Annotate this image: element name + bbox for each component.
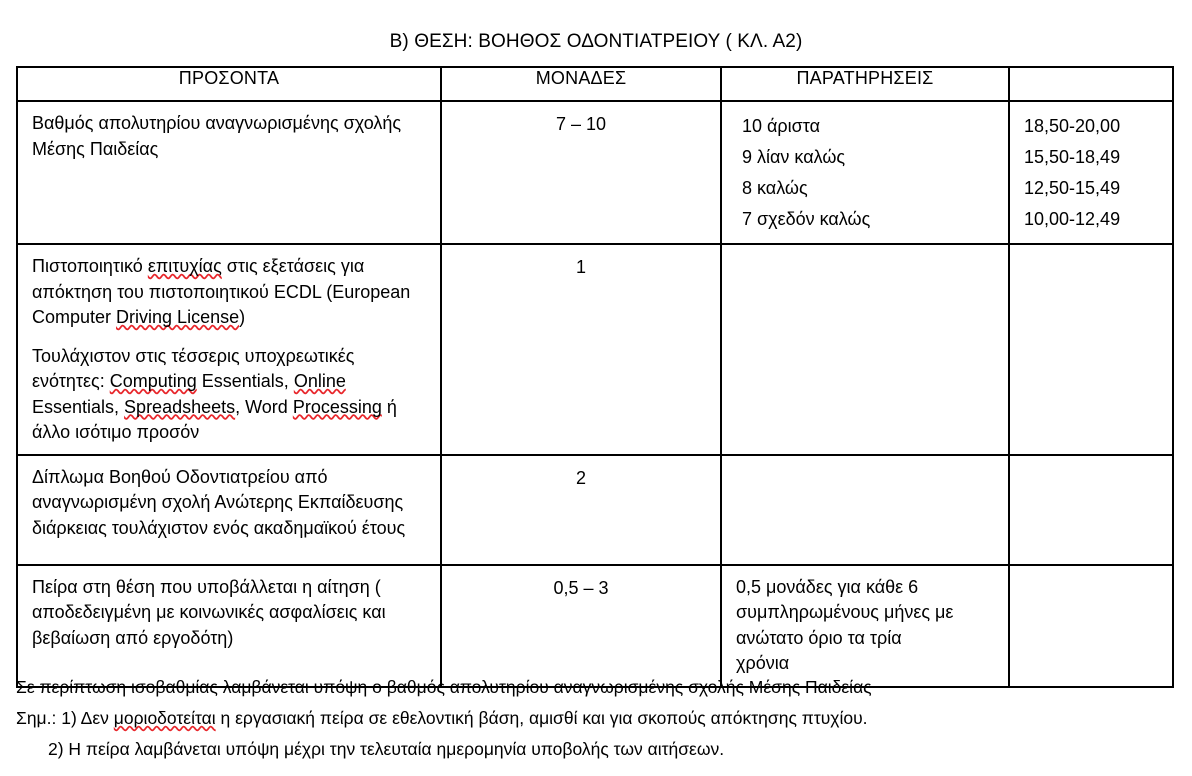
cell-qualification: [17, 101, 441, 244]
text-fragment: η εργασιακή πείρα σε εθελοντική βάση, αμισθί και για σκοπούς απόκτησης πτυχίου.: [215, 708, 868, 728]
cell-remarks: [721, 565, 1009, 687]
spellcheck-word: Spreadsheets: [124, 396, 236, 417]
cell-remarks: [721, 455, 1009, 565]
remarks-line: 0,5 μονάδες για κάθε 6: [736, 576, 919, 597]
spellcheck-word: επιτυχίας: [147, 256, 222, 276]
text-fragment: , Word: [235, 396, 293, 417]
spellcheck-word: Processing: [292, 396, 382, 417]
cell-units: [441, 455, 721, 565]
cell-values: [1009, 244, 1173, 455]
qualification-text: Βαθμός απολυτηρίου αναγνωρισμένης σχολής Μέσης Παιδείας: [32, 113, 402, 159]
remarks-line: 9 λίαν καλώς: [742, 147, 846, 167]
cell-units: [441, 244, 721, 455]
text-fragment: ): [239, 307, 246, 327]
table-header: [17, 67, 1173, 101]
cell-remarks: [721, 244, 1009, 455]
column-header-units: ΜΟΝΑΔΕΣ: [441, 67, 721, 101]
column-header-remarks: ΠΑΡΑΤΗΡΗΣΕΙΣ: [721, 67, 1009, 101]
note-item-2: 2) Η πείρα λαμβάνεται υπόψη μέχρι την τελευταία ημερομηνία υποβολής των αιτήσεων.: [48, 739, 725, 759]
text-fragment: Πιστοποιητικό: [32, 256, 148, 276]
remarks-line: 10 άριστα: [742, 116, 821, 136]
remarks-list: [722, 456, 1008, 473]
page-title: Β) ΘΕΣΗ: ΒΟΗΘΟΣ ΟΔΟΝΤΙΑΤΡΕΙΟΥ ( ΚΛ. Α2): [389, 31, 803, 52]
note-tiebreak: Σε περίπτωση ισοβαθμίας λαμβάνεται υπόψη ο βαθμός απολυτηρίου αναγνωρισμένης σχολής Μέσης Παιδείας: [16, 677, 872, 697]
cell-values: [1009, 101, 1173, 244]
remarks-line: χρόνια: [736, 653, 790, 673]
units-text: 0,5 – 3: [553, 577, 609, 598]
spellcheck-word: Computing: [109, 371, 197, 391]
values-list: [1010, 102, 1172, 243]
qualification-text: Πείρα στη θέση που υποβάλλεται η αίτηση ( αποδεδειγμένη με κοινωνικές ασφαλίσεις και βεβαίωση από εργοδότη): [32, 576, 386, 648]
table-row: [17, 565, 1173, 687]
cell-qualification: [17, 244, 441, 455]
text-fragment: Essentials,: [196, 371, 294, 391]
remarks-line: 7 σχεδόν καλώς: [742, 209, 871, 229]
footer-notes: [16, 672, 1176, 765]
units-text: 7 – 10: [555, 114, 607, 134]
remarks-line: ανώτατο όριο τα τρία: [736, 627, 902, 648]
qualification-text: [18, 245, 440, 454]
cell-units: [441, 565, 721, 687]
column-header-values: [1009, 67, 1173, 101]
cell-values: [1009, 455, 1173, 565]
values-list: [1010, 456, 1172, 473]
note-item-1: [16, 703, 1176, 734]
cell-remarks: [721, 101, 1009, 244]
remarks-list: [722, 102, 1008, 243]
table-row: [17, 101, 1173, 244]
remarks-line: συμπληρωμένους μήνες με: [736, 602, 954, 622]
table-row: [17, 455, 1173, 565]
value-line: 15,50-18,49: [1024, 147, 1121, 167]
values-list: [1010, 245, 1172, 262]
table-body: [17, 101, 1173, 687]
table-header-row: [17, 67, 1173, 101]
qualification-paragraph: [32, 344, 426, 446]
value-line: 10,00-12,49: [1024, 209, 1121, 229]
table-row: [17, 244, 1173, 455]
text-fragment: Essentials,: [32, 396, 125, 417]
qualifications-table: [16, 66, 1174, 688]
qualification-text: Δίπλωμα Βοηθού Οδοντιατρείου από αναγνωρισμένη σχολή Ανώτερης Εκπαίδευσης διάρκειας τουλάχιστον ενός ακαδημαϊκού έτους: [32, 466, 406, 538]
text-fragment: ή άλλο ισότιμο προσόν: [32, 396, 397, 442]
spellcheck-word: μοριοδοτείται: [113, 708, 216, 728]
cell-values: [1009, 565, 1173, 687]
remarks-line: 8 καλώς: [742, 178, 808, 198]
units-text: 2: [575, 467, 586, 488]
remarks-list: [722, 245, 1008, 262]
cell-units: [441, 101, 721, 244]
cell-qualification: [17, 565, 441, 687]
values-list: [1010, 566, 1172, 583]
spellcheck-word: Driving License: [116, 307, 240, 327]
text-fragment: Τουλάχιστον στις τέσσερις υποχρεωτικές ενότητες:: [32, 345, 355, 391]
remarks-list: [722, 566, 1008, 685]
text-fragment: Σημ.: 1) Δεν: [16, 708, 114, 728]
value-line: 12,50-15,49: [1024, 178, 1121, 198]
text-fragment: στις εξετάσεις για απόκτηση του πιστοποιητικού ECDL (European Computer: [32, 256, 411, 327]
column-header-qualifications: ΠΡΟΣΟΝΤΑ: [17, 67, 441, 101]
units-text: 1: [575, 257, 586, 277]
qualification-paragraph: [32, 254, 426, 331]
spellcheck-word: Online: [293, 371, 346, 391]
cell-qualification: [17, 455, 441, 565]
value-line: 18,50-20,00: [1024, 116, 1121, 136]
